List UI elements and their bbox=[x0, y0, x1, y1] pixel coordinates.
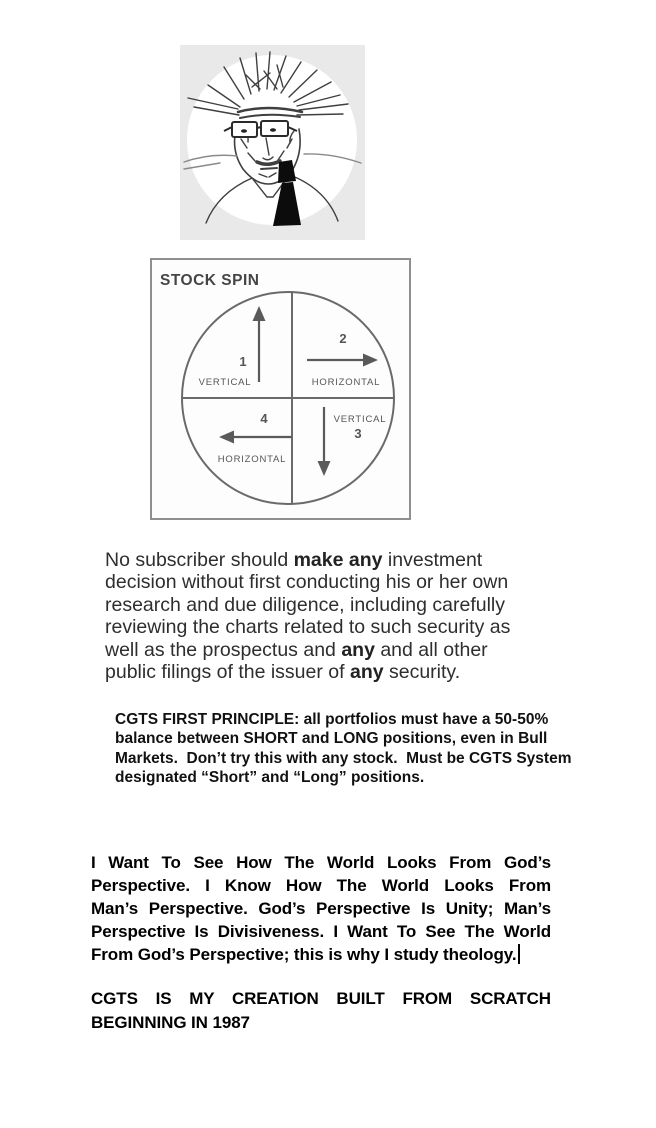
right-eye bbox=[270, 128, 276, 132]
text-line: decision without first conducting his or her own bbox=[105, 571, 509, 594]
up-arrow bbox=[253, 306, 266, 382]
right-arrow bbox=[307, 354, 378, 367]
creation-paragraph bbox=[91, 987, 551, 1034]
text-line: public filings of the issuer of any security. bbox=[105, 661, 461, 684]
text-line: reviewing the charts related to such security as bbox=[105, 616, 511, 639]
quadrant-2-number: 2 bbox=[339, 331, 347, 346]
left-arrow bbox=[219, 431, 292, 444]
stock-spin-diagram bbox=[150, 258, 411, 520]
text-line: CGTS FIRST PRINCIPLE: all portfolios must have a 50-50% bbox=[115, 711, 549, 728]
quadrant-1-number: 1 bbox=[239, 354, 247, 369]
diagram-title: STOCK SPIN bbox=[160, 272, 260, 289]
down-arrow bbox=[318, 407, 331, 476]
text-line: balance between SHORT and LONG positions, even in Bull bbox=[115, 730, 548, 748]
quadrant-1-label: VERTICAL bbox=[198, 377, 252, 388]
text-line: From God’s Perspective; this is why I study theology. bbox=[91, 943, 551, 966]
text-line: BEGINNING IN 1987 bbox=[91, 1012, 250, 1032]
portrait-image bbox=[180, 45, 365, 240]
quadrant-4-number: 4 bbox=[260, 411, 268, 426]
glasses bbox=[224, 121, 297, 137]
quadrant-4-label: HORIZONTAL bbox=[217, 454, 287, 465]
quadrant-3-number: 3 bbox=[354, 426, 362, 441]
quadrant-2-label: HORIZONTAL bbox=[311, 377, 381, 388]
text-line: Perspective. I Know How The World Looks From bbox=[91, 876, 551, 895]
quadrant-3-label: VERTICAL bbox=[333, 414, 387, 425]
text-line: well as the prospectus and any and all other bbox=[105, 638, 488, 661]
text-cursor bbox=[518, 944, 520, 964]
text-line: I Want To See How The World Looks From God’s bbox=[91, 853, 551, 872]
text-line: research and due diligence, including carefully bbox=[105, 593, 505, 616]
text-line: designated “Short” and “Long” positions. bbox=[115, 768, 425, 786]
text-line: No subscriber should make any investment bbox=[105, 549, 483, 571]
portrait-drawing bbox=[180, 45, 365, 240]
left-eye bbox=[241, 129, 247, 133]
disclaimer-paragraph bbox=[105, 549, 510, 683]
theology-paragraph[interactable] bbox=[91, 851, 551, 966]
principle-paragraph bbox=[115, 710, 572, 787]
text-line: Markets. Don’t try this with any stock. Must be CGTS System bbox=[115, 749, 572, 767]
text-line: Man’s Perspective. God’s Perspective Is Unity; Man’s bbox=[91, 899, 551, 918]
portrait-circle-background bbox=[187, 55, 357, 225]
text-line: CGTS IS MY CREATION BUILT FROM SCRATCH bbox=[91, 989, 551, 1008]
text-line: Perspective Is Divisiveness. I Want To See The World bbox=[91, 922, 551, 941]
